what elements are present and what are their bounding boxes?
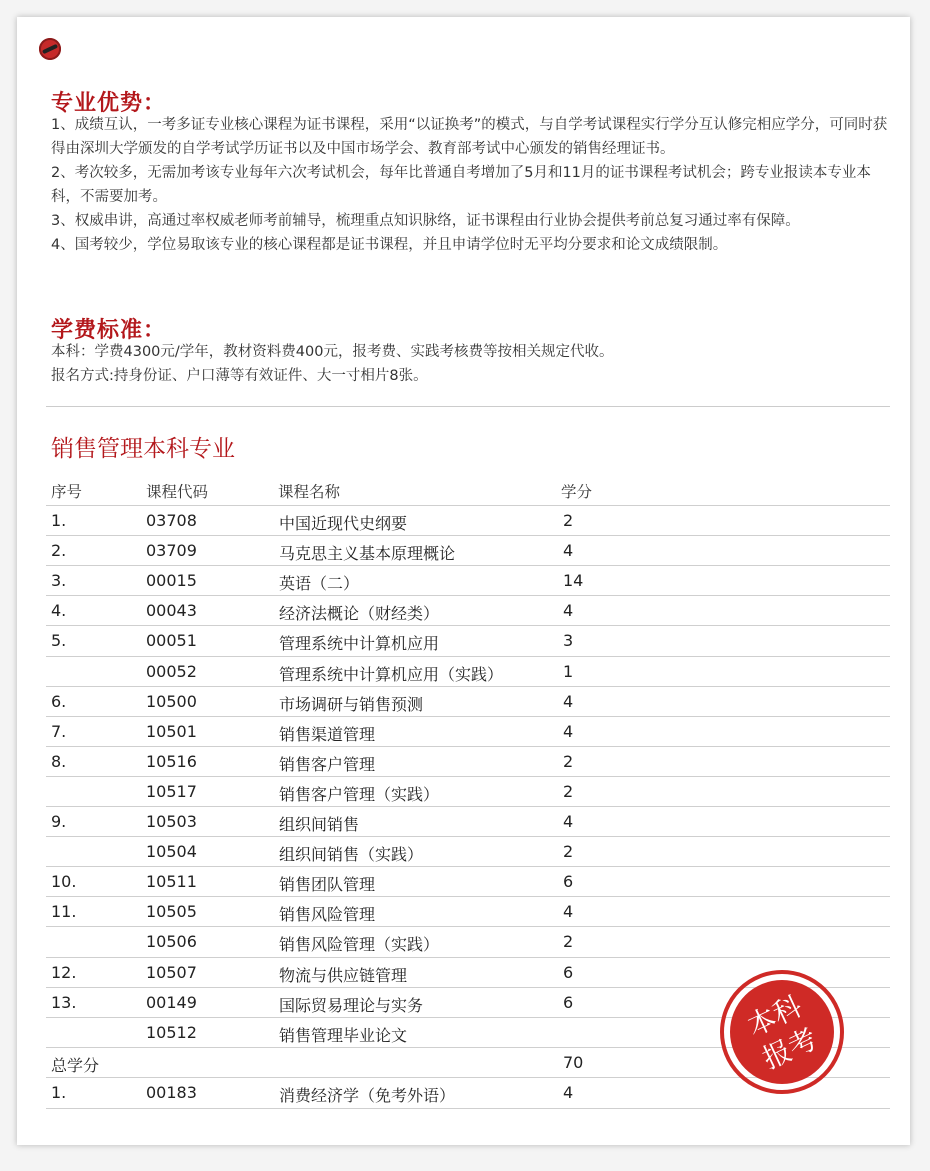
- table-row: [46, 896, 890, 927]
- cell-code: 10504: [146, 842, 197, 862]
- advantage-item-4: 4、国考较少，学位易取该专业的核心课程都是证书课程，并且申请学位时无平均分要求和论文成绩限制。: [51, 237, 728, 253]
- cell-name: 销售风险管理（实践）: [279, 935, 440, 955]
- cell-code: 10506: [146, 932, 197, 952]
- cell-credit: 2: [563, 511, 574, 530]
- cell-index: 总学分: [51, 1055, 100, 1075]
- cell-credit: 2: [563, 781, 574, 801]
- cell-code: 00052: [146, 661, 197, 681]
- cell-code: 00183: [146, 1082, 197, 1102]
- cell-credit: 4: [563, 902, 574, 922]
- cell-code: 00043: [146, 601, 197, 621]
- cell-name: 经济法概论（财经类）: [279, 604, 440, 624]
- cell-index: 1.: [51, 511, 67, 530]
- cell-code: 00149: [146, 992, 197, 1012]
- fees-line-1: 本科：学费4300元/学年，教材资料费400元，报考费、实践考核费等按相关规定代收。: [51, 344, 614, 360]
- cell-credit: 2: [563, 751, 574, 771]
- cell-credit: 14: [563, 571, 584, 591]
- cell-index: 11.: [51, 902, 77, 922]
- table-row: [46, 776, 890, 807]
- table-row: [46, 746, 890, 777]
- cell-name: 中国近现代史纲要: [279, 514, 408, 533]
- cell-name: 组织间销售: [279, 815, 360, 834]
- advantages-text: [51, 113, 891, 257]
- table-row: [46, 716, 890, 747]
- cell-name: 销售客户管理: [279, 754, 376, 774]
- table-row: [46, 656, 890, 687]
- cell-credit: 2: [563, 842, 574, 862]
- cell-name: 销售管理毕业论文: [279, 1025, 408, 1045]
- cell-credit: 2: [563, 932, 574, 952]
- cell-code: 03708: [146, 511, 197, 530]
- cell-credit: 6: [563, 962, 574, 982]
- cell-index: 10.: [51, 872, 77, 892]
- table-row: [46, 625, 890, 656]
- stamp-text-2: 报考: [757, 1021, 823, 1076]
- cell-credit: 6: [563, 992, 574, 1012]
- advantages-heading: 专业优势：: [51, 91, 167, 116]
- table-row: [46, 836, 890, 867]
- advantage-item-2: 2、考次较多，无需加考该专业每年六次考试机会，每年比普通自考增加了5月和11月的证书课程考试机会；跨专业报读本专业本科，不需要加考。: [51, 165, 871, 205]
- course-table-title: 销售管理本科专业: [51, 436, 235, 462]
- table-row: [46, 565, 890, 596]
- header-code: 课程代码: [146, 483, 209, 501]
- cell-code: 10507: [146, 962, 197, 982]
- cell-name: 物流与供应链管理: [279, 965, 408, 985]
- cell-name: 销售渠道管理: [279, 724, 376, 744]
- fees-line-2: 报名方式:持身份证、户口薄等有效证件、大一寸相片8张。: [51, 368, 428, 384]
- fees-heading: 学费标准：: [51, 318, 167, 343]
- cell-name: 销售客户管理（实践）: [279, 784, 440, 804]
- course-table-header: [51, 480, 890, 504]
- cell-index: 12.: [51, 962, 77, 982]
- cell-code: 10516: [146, 751, 197, 771]
- cell-credit: 4: [563, 721, 574, 741]
- cell-code: 10500: [146, 691, 197, 711]
- cell-code: 10517: [146, 781, 197, 801]
- table-row: [46, 926, 890, 957]
- cell-credit: 4: [563, 691, 574, 711]
- cell-index: 7.: [51, 721, 67, 741]
- cell-name: 英语（二）: [279, 574, 360, 594]
- table-row: [46, 806, 890, 837]
- table-row: [46, 686, 890, 717]
- logo-icon: [39, 38, 61, 60]
- cell-code: 10512: [146, 1022, 197, 1042]
- cell-credit: 4: [563, 601, 574, 621]
- cell-index: 1.: [51, 1082, 67, 1102]
- stamp-text-1: 本科: [742, 989, 807, 1043]
- cell-code: 10511: [146, 872, 197, 892]
- header-index: 序号: [51, 483, 83, 501]
- cell-code: 10501: [146, 721, 197, 741]
- cell-name: 消费经济学（免考外语）: [279, 1085, 456, 1105]
- cell-index: 13.: [51, 992, 77, 1012]
- cell-code: 10503: [146, 812, 197, 831]
- cell-index: 4.: [51, 601, 67, 621]
- cell-index: 2.: [51, 541, 67, 561]
- cell-name: 组织间销售（实践）: [279, 845, 424, 865]
- stamp-seal: [718, 968, 846, 1096]
- cell-credit: 70: [563, 1052, 584, 1072]
- cell-index: 9.: [51, 812, 67, 831]
- table-row: [46, 505, 890, 536]
- cell-credit: 4: [563, 812, 574, 831]
- cell-name: 马克思主义基本原理概论: [279, 544, 456, 564]
- cell-code: 00051: [146, 631, 197, 651]
- advantage-item-1: 1、成绩互认，一考多证专业核心课程为证书课程，采用“以证换考”的模式，与自学考试课程实行学分互认修完相应学分，可同时获得由深圳大学颁发的自学考试学历证书以及中国市场学会、教育部考试中心颁发的销售经理证书。: [51, 117, 888, 157]
- fees-text: [51, 340, 891, 388]
- cell-credit: 3: [563, 631, 574, 651]
- cell-code: 03709: [146, 541, 197, 561]
- cell-credit: 4: [563, 1082, 574, 1102]
- cell-name: 市场调研与销售预测: [279, 694, 424, 714]
- cell-credit: 4: [563, 541, 574, 561]
- cell-index: 8.: [51, 751, 67, 771]
- table-row: [46, 866, 890, 897]
- table-row: [46, 595, 890, 626]
- cell-name: 管理系统中计算机应用: [279, 634, 440, 654]
- header-credit: 学分: [561, 483, 593, 501]
- cell-code: 10505: [146, 902, 197, 922]
- table-row: [46, 535, 890, 566]
- cell-name: 管理系统中计算机应用（实践）: [279, 664, 504, 684]
- cell-credit: 6: [563, 872, 574, 892]
- advantage-item-3: 3、权威串讲，高通过率权威老师考前辅导，梳理重点知识脉络，证书课程由行业协会提供考前总复习通过率有保障。: [51, 213, 800, 229]
- cell-index: 6.: [51, 691, 67, 711]
- cell-name: 国际贸易理论与实务: [279, 995, 424, 1015]
- cell-name: 销售风险管理: [279, 905, 376, 925]
- cell-name: 销售团队管理: [279, 875, 376, 895]
- cell-code: 00015: [146, 571, 197, 591]
- cell-credit: 1: [563, 661, 574, 681]
- header-name: 课程名称: [278, 483, 341, 501]
- cell-index: 3.: [51, 571, 67, 591]
- divider: [46, 406, 890, 407]
- cell-index: 5.: [51, 631, 67, 651]
